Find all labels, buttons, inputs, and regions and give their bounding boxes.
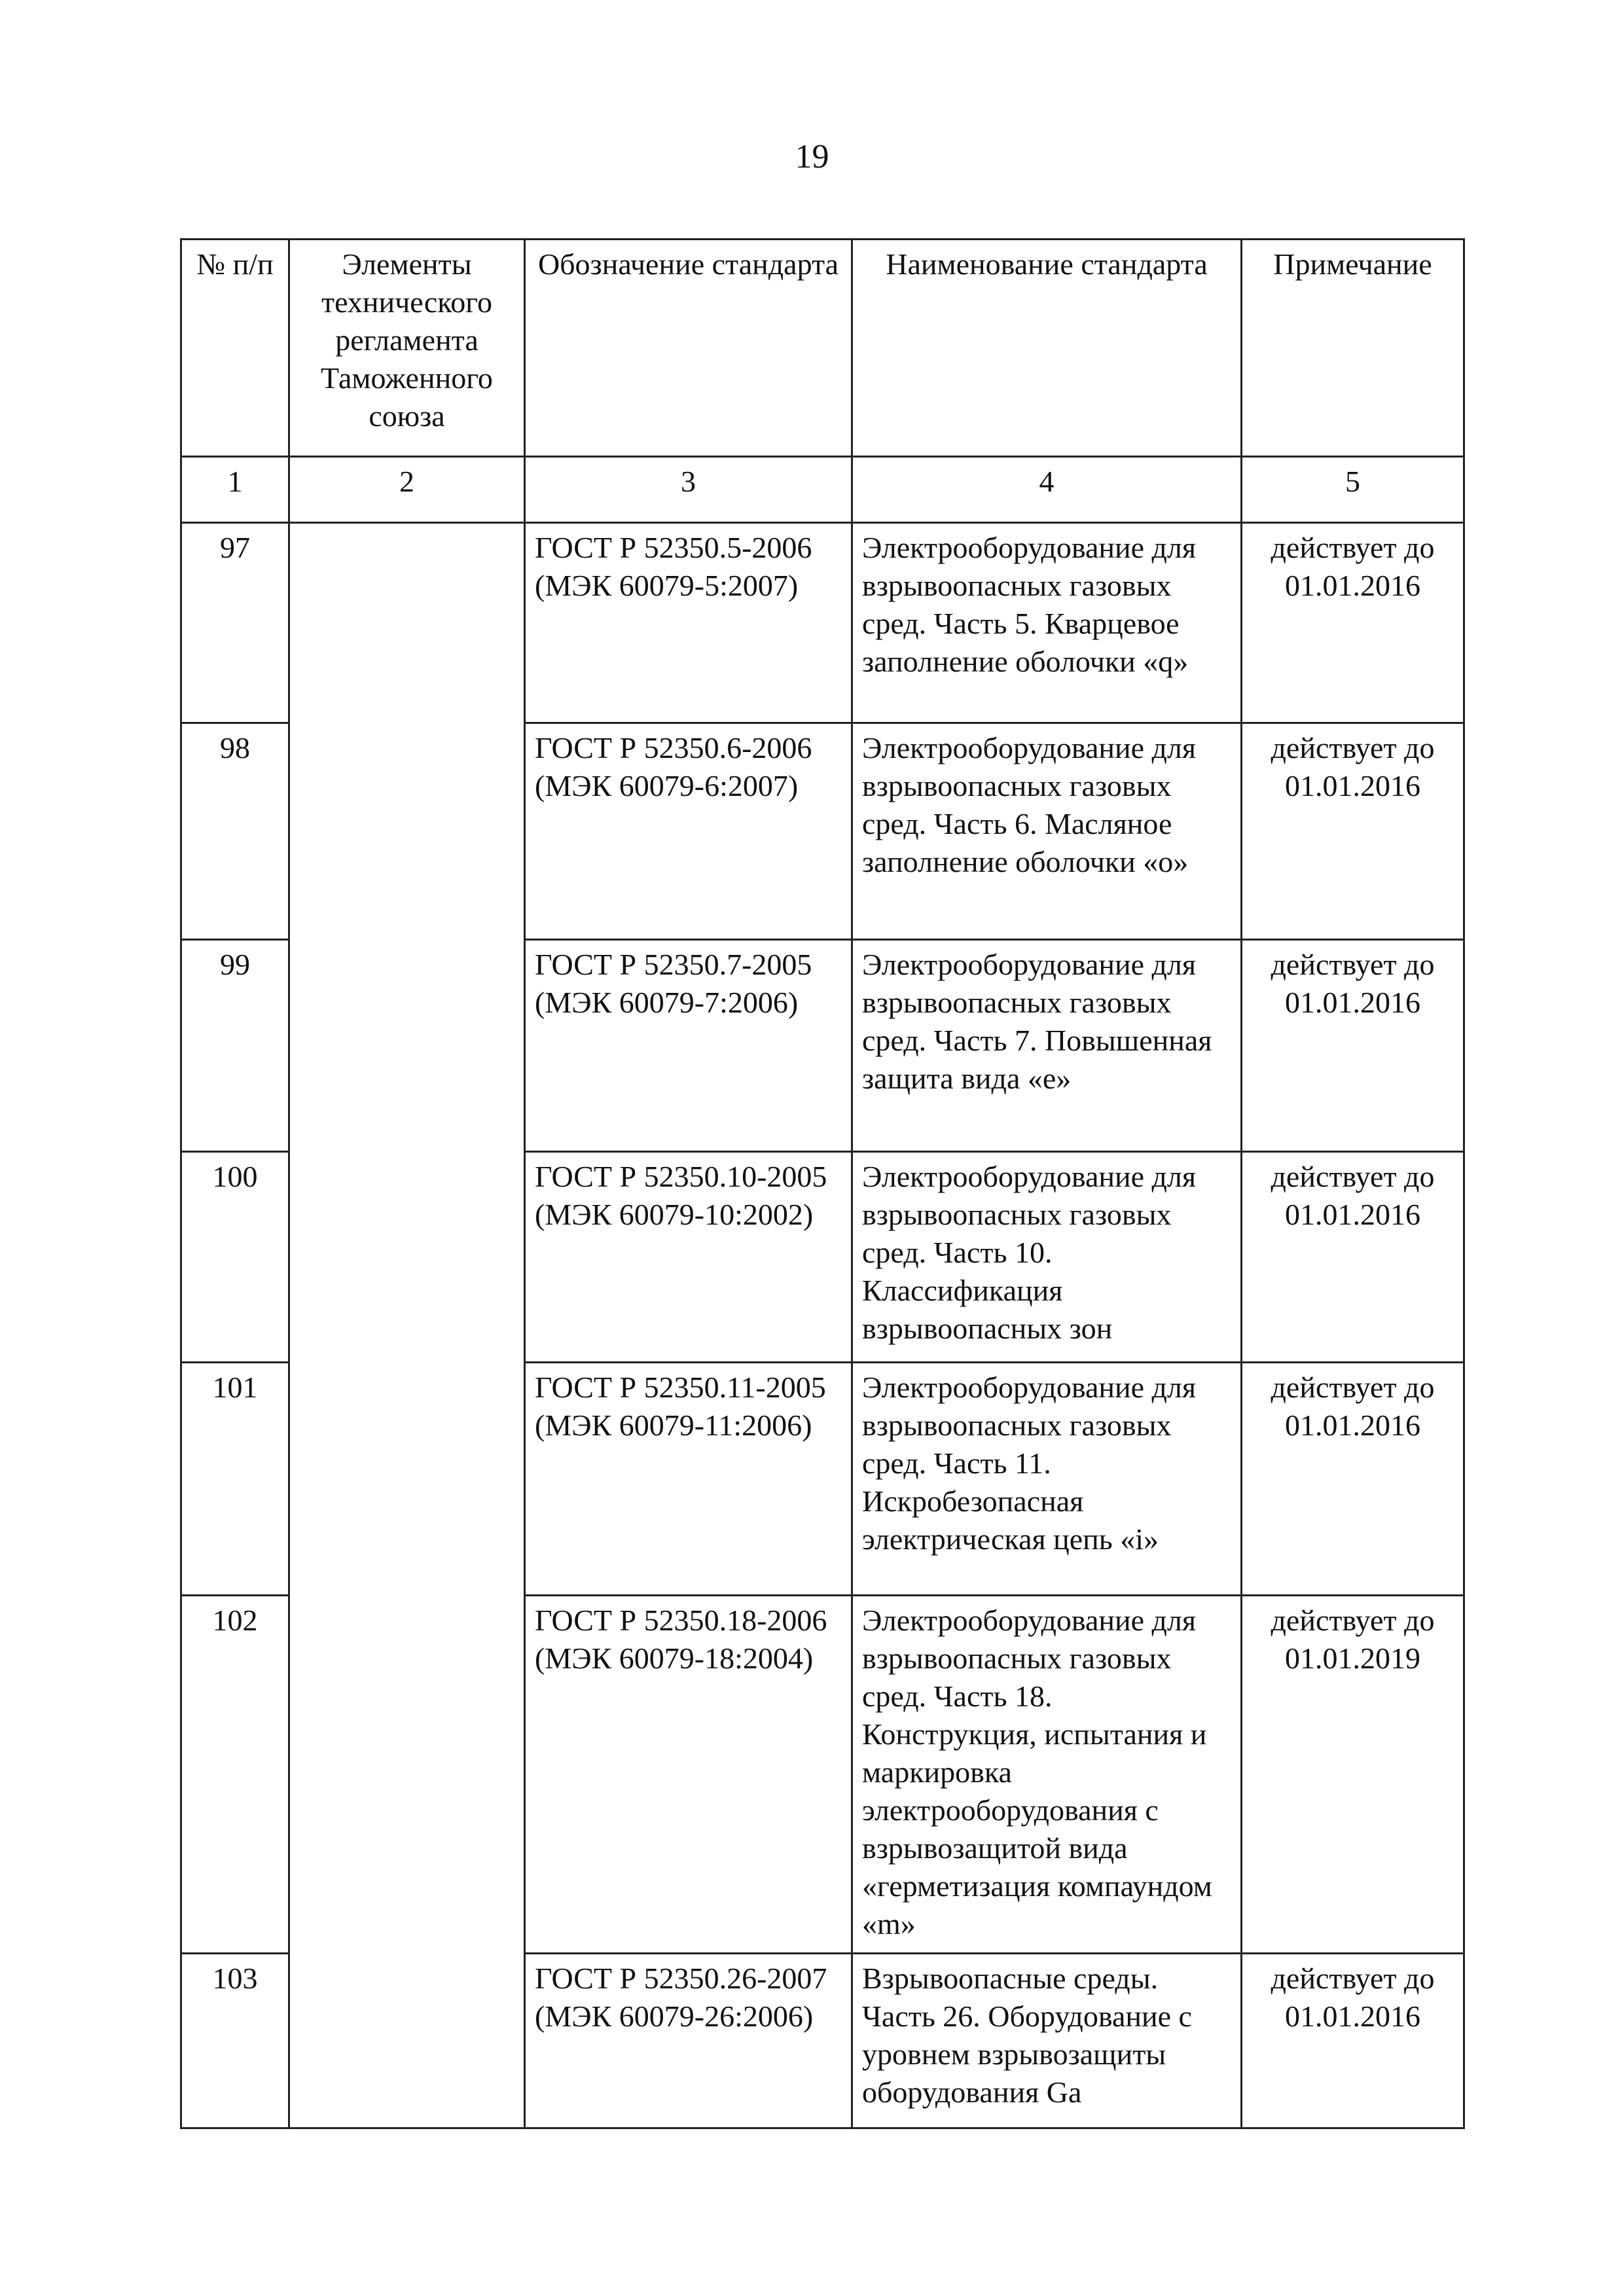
header-number: № п/п bbox=[181, 240, 289, 457]
header-designation: Обозначение стандарта bbox=[525, 240, 852, 457]
standard-code: ГОСТ Р 52350.6-2006 (МЭК 60079-6:2007) bbox=[525, 723, 852, 940]
standard-note: действует до 01.01.2016 bbox=[1242, 523, 1464, 723]
page-number: 19 bbox=[795, 138, 829, 175]
standard-note: действует до 01.01.2016 bbox=[1242, 1152, 1464, 1363]
table-header-row bbox=[181, 240, 1464, 457]
column-number: 1 bbox=[181, 457, 289, 523]
standard-code: ГОСТ Р 52350.10-2005 (МЭК 60079-10:2002) bbox=[525, 1152, 852, 1363]
standard-name: Взрывоопасные среды. Часть 26. Оборудование с уровнем взрывозащиты оборудования Ga bbox=[852, 1954, 1242, 2128]
row-number: 97 bbox=[181, 523, 289, 723]
column-number-row bbox=[181, 457, 1464, 523]
column-number: 5 bbox=[1242, 457, 1464, 523]
row-number: 102 bbox=[181, 1596, 289, 1954]
standard-name: Электрооборудование для взрывоопасных газовых сред. Часть 10. Классификация взрывоопасных зон bbox=[852, 1152, 1242, 1363]
standard-note: действует до 01.01.2016 bbox=[1242, 1954, 1464, 2128]
standard-code: ГОСТ Р 52350.5-2006 (МЭК 60079-5:2007) bbox=[525, 523, 852, 723]
standard-code: ГОСТ Р 52350.7-2005 (МЭК 60079-7:2006) bbox=[525, 940, 852, 1152]
column-number: 3 bbox=[525, 457, 852, 523]
standard-name: Электрооборудование для взрывоопасных газовых сред. Часть 11. Искробезопасная электрическая цепь «i» bbox=[852, 1363, 1242, 1596]
standard-name: Электрооборудование для взрывоопасных газовых сред. Часть 7. Повышенная защита вида «е» bbox=[852, 940, 1242, 1152]
standard-code: ГОСТ Р 52350.18-2006 (МЭК 60079-18:2004) bbox=[525, 1596, 852, 1954]
standard-note: действует до 01.01.2016 bbox=[1242, 1363, 1464, 1596]
standard-note: действует до 01.01.2016 bbox=[1242, 723, 1464, 940]
standard-note: действует до 01.01.2016 bbox=[1242, 940, 1464, 1152]
column-number: 2 bbox=[289, 457, 525, 523]
column-number: 4 bbox=[852, 457, 1242, 523]
row-number: 98 bbox=[181, 723, 289, 940]
row-number: 100 bbox=[181, 1152, 289, 1363]
header-note: Примечание bbox=[1242, 240, 1464, 457]
table-row bbox=[181, 523, 1464, 723]
standard-code: ГОСТ Р 52350.26-2007 (МЭК 60079-26:2006) bbox=[525, 1954, 852, 2128]
row-number: 101 bbox=[181, 1363, 289, 1596]
standard-name: Электрооборудование для взрывоопасных газовых сред. Часть 6. Масляное заполнение оболочки «о» bbox=[852, 723, 1242, 940]
standards-table bbox=[180, 238, 1465, 2129]
elements-cell bbox=[289, 523, 525, 2128]
standard-note: действует до 01.01.2019 bbox=[1242, 1596, 1464, 1954]
row-number: 103 bbox=[181, 1954, 289, 2128]
header-elements: Элементы технического регламента Таможенного союза bbox=[289, 240, 525, 457]
standard-name: Электрооборудование для взрывоопасных газовых сред. Часть 5. Кварцевое заполнение оболочки «q» bbox=[852, 523, 1242, 723]
standard-code: ГОСТ Р 52350.11-2005 (МЭК 60079-11:2006) bbox=[525, 1363, 852, 1596]
row-number: 99 bbox=[181, 940, 289, 1152]
header-standard-name: Наименование стандарта bbox=[852, 240, 1242, 457]
standard-name: Электрооборудование для взрывоопасных газовых сред. Часть 18. Конструкция, испытания и маркировка электрооборудования с взрывозащитой вида «герметизация компаундом «m» bbox=[852, 1596, 1242, 1954]
